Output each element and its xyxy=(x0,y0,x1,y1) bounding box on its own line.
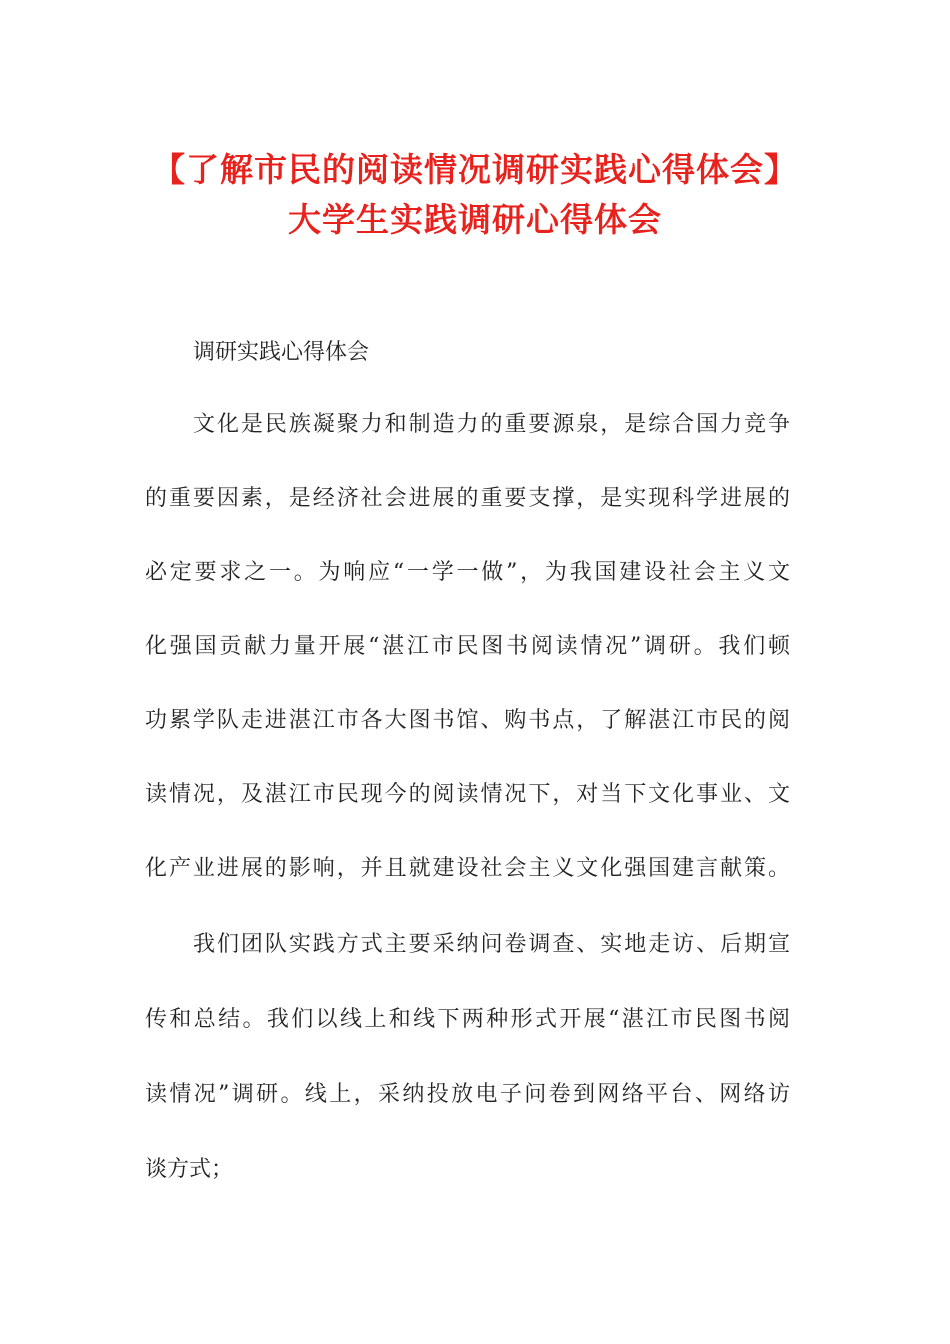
paragraph-2-line-4: 谈方式； xyxy=(145,1157,234,1182)
document-title-line-2: 大学生实践调研心得体会 xyxy=(288,200,662,239)
paragraph-1-line-3: 必定要求之一。为响应“一学一做”，为我国建设社会主义文 xyxy=(145,560,790,585)
paragraph-2-line-3: 读情况”调研。线上，采纳投放电子问卷到网络平台、网络访 xyxy=(145,1082,790,1107)
paragraph-1-line-4: 化强国贡献力量开展“湛江市民图书阅读情况”调研。我们顿 xyxy=(145,634,790,659)
paragraph-1-line-5: 功累学队走进湛江市各大图书馆、购书点，了解湛江市民的阅 xyxy=(145,708,790,733)
paragraph-1-line-6: 读情况，及湛江市民现今的阅读情况下，对当下文化事业、文 xyxy=(145,782,790,807)
paragraph-1-line-2: 的重要因素，是经济社会进展的重要支撑，是实现科学进展的 xyxy=(145,486,790,511)
document-title-line-1: 【了解市民的阅读情况调研实践心得体会】 xyxy=(152,150,798,189)
subheading: 调研实践心得体会 xyxy=(193,340,370,365)
paragraph-1-line-1: 文化是民族凝聚力和制造力的重要源泉，是综合国力竞争 xyxy=(193,412,790,437)
paragraph-1-line-7: 化产业进展的影响，并且就建设社会主义文化强国建言献策。 xyxy=(145,856,790,881)
paragraph-2-line-1: 我们团队实践方式主要采纳问卷调查、实地走访、后期宣 xyxy=(193,932,790,957)
paragraph-2-line-2: 传和总结。我们以线上和线下两种形式开展“湛江市民图书阅 xyxy=(145,1007,790,1032)
